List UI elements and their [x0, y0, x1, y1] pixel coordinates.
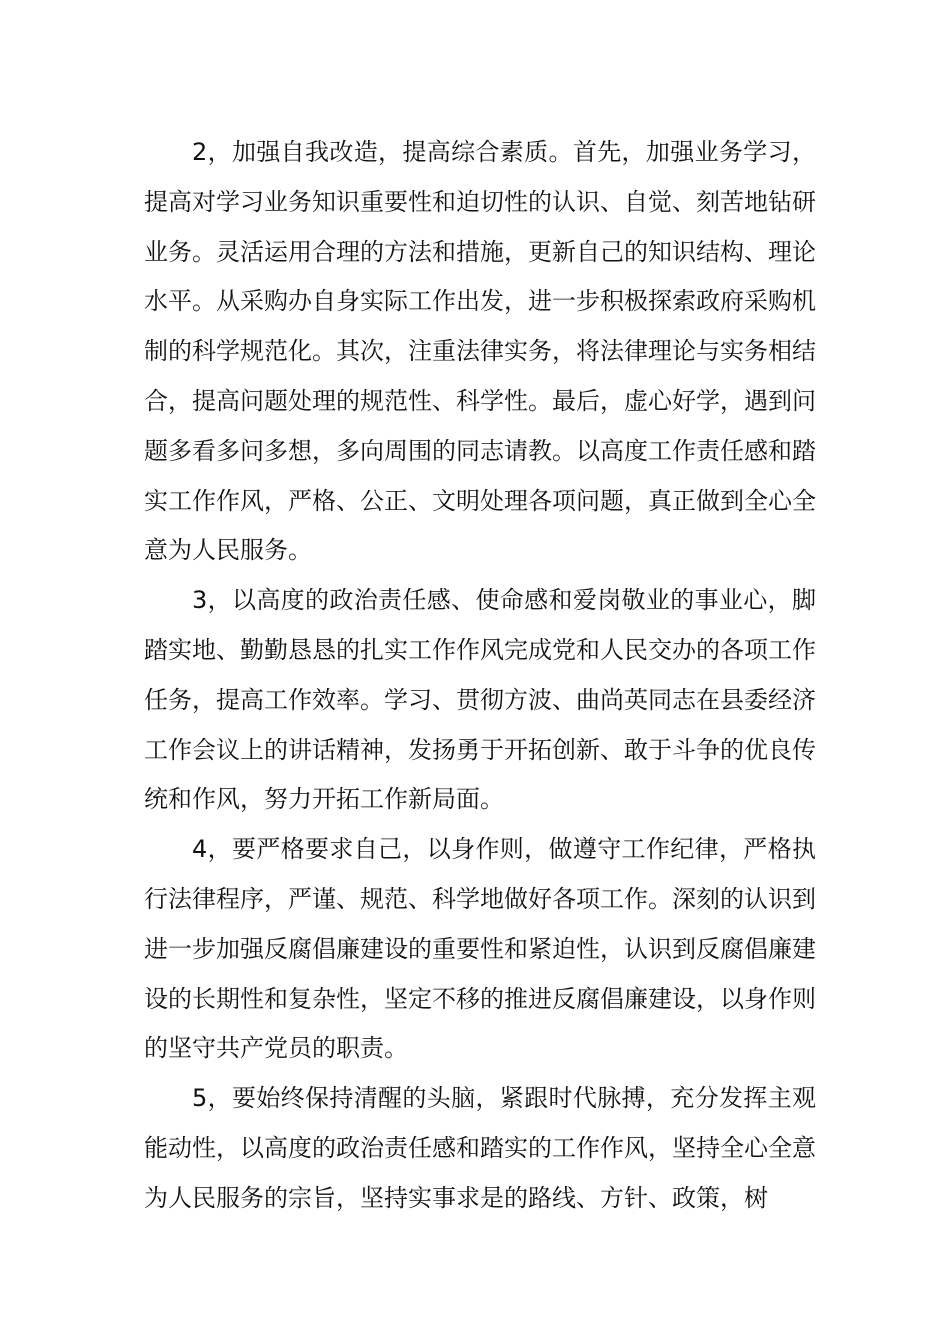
paragraph-item-5: 5，要始终保持清醒的头脑，紧跟时代脉搏，充分发挥主观能动性，以高度的政治责任感和踏实的工作作风，坚持全心全意为人民服务的宗旨，坚持实事求是的路线、方针、政策，树: [144, 1084, 816, 1212]
paragraph-item-3: 3，以高度的政治责任感、使命感和爱岗敬业的事业心，脚踏实地、勤勤恳恳的扎实工作作风完成党和人民交办的各项工作任务，提高工作效率。学习、贯彻方波、曲尚英同志在县委经济工作会议上的讲话精神，发扬勇于开拓创新、敢于斗争的优良传统和作风，努力开拓工作新局面。: [144, 586, 816, 814]
paragraph-item-4: 4，要严格要求自己，以身作则，做遵守工作纪律，严格执行法律程序，严谨、规范、科学地做好各项工作。深刻的认识到进一步加强反腐倡廉建设的重要性和紧迫性，认识到反腐倡廉建设的长期性和复杂性，坚定不移的推进反腐倡廉建设，以身作则的坚守共产党员的职责。: [144, 835, 816, 1063]
document-body: [144, 128, 816, 1224]
paragraph-item-2: 2，加强自我改造，提高综合素质。首先，加强业务学习，提高对学习业务知识重要性和迫切性的认识、自觉、刻苦地钻研业务。灵活运用合理的方法和措施，更新自己的知识结构、理论水平。从采购办自身实际工作出发，进一步积极探索政府采购机制的科学规范化。其次，注重法律实务，将法律理论与实务相结合，提高问题处理的规范性、科学性。最后，虚心好学，遇到问题多看多问多想，多向周围的同志请教。以高度工作责任感和踏实工作作风，严格、公正、文明处理各项问题，真正做到全心全意为人民服务。: [144, 138, 816, 565]
